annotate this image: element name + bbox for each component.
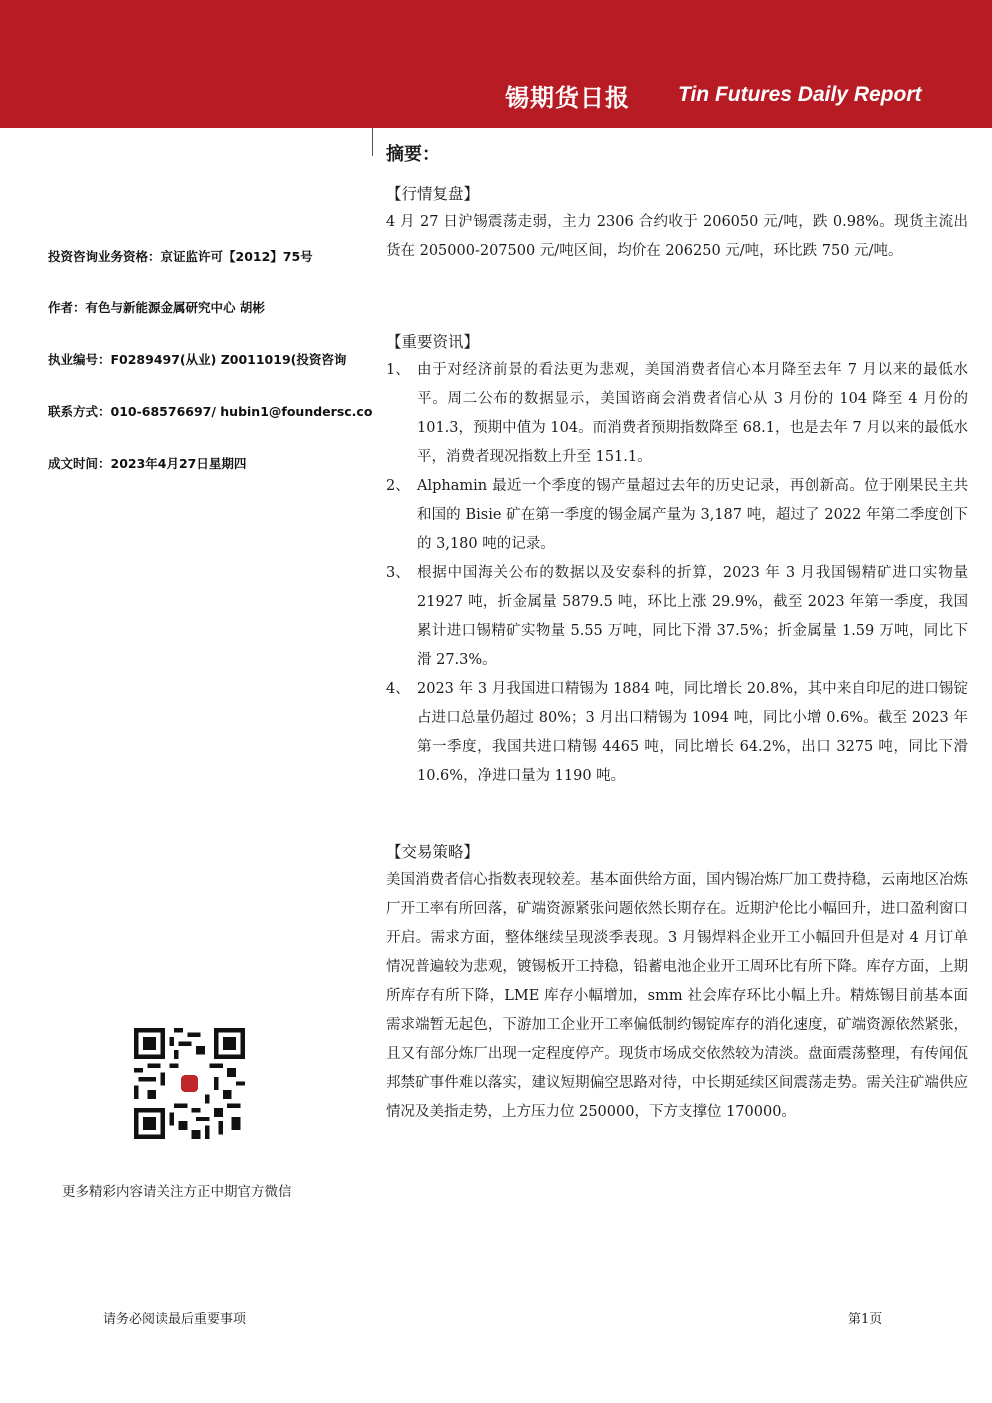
- contact-line: 联系方式：010-68576697/ hubin1@foundersc.co: [48, 404, 373, 419]
- list-item: [386, 356, 968, 472]
- list-item-number: 3、: [386, 565, 410, 581]
- list-item-number: 2、: [386, 478, 410, 494]
- qr-caption: 更多精彩内容请关注方正中期官方微信: [62, 1184, 292, 1200]
- footer-notice[interactable]: 请务必阅读最后重要事项: [103, 1312, 247, 1327]
- market-review-text: 4 月 27 日沪锡震荡走弱，主力 2306 合约收于 206050 元/吨，跌 0.98%。现货主流出货在 205000-207500 元/吨区间，均价在 206250 元/吨，环比跌 750 元/吨。: [386, 214, 968, 259]
- list-item: [386, 675, 968, 791]
- date-line: 成文时间：2023年4月27日星期四: [48, 456, 247, 471]
- qr-code-icon[interactable]: [134, 1028, 245, 1139]
- list-item-text: 根据中国海关公布的数据以及安泰科的折算，2023 年 3 月我国锡精矿进口实物量 21927 吨，折金属量 5879.5 吨，环比上涨 29.9%，截至 2023 年第一季度，我国累计进口锡精矿实物量 5.55 万吨，同比下滑 37.5%；折金属量 1.59 万吨，同比下滑 27.3%。: [417, 565, 968, 668]
- strategy-heading: 【交易策略】: [386, 843, 480, 861]
- list-item-text: 2023 年 3 月我国进口精锡为 1884 吨，同比增长 20.8%，其中来自印尼的进口锡锭占进口总量仍超过 80%；3 月出口精锡为 1094 吨，同比小增 0.6%。截至 2023 年第一季度，我国共进口精锡 4465 吨，同比增长 64.2%，出口 3275 吨，同比下滑 10.6%，净进口量为 1190 吨。: [417, 681, 968, 784]
- market-review-heading: 【行情复盘】: [386, 185, 480, 203]
- header-banner: [0, 0, 992, 128]
- author-line: 作者：有色与新能源金属研究中心 胡彬: [48, 300, 265, 315]
- news-heading: 【重要资讯】: [386, 333, 480, 351]
- strategy-text: 美国消费者信心指数表现较差。基本面供给方面，国内锡冶炼厂加工费持稳，云南地区冶炼厂开工率有所回落，矿端资源紧张问题依然长期存在。近期沪伦比小幅回升，进口盈利窗口开启。需求方面，整体继续呈现淡季表现。3 月锡焊料企业开工小幅回升但是对 4 月订单情况普遍较为悲观，镀锡板开工持稳，铅蓄电池企业开工周环比有所下降。库存方面，上期所库存有所下降，LME 库存小幅增加，smm 社会库存环比小幅上升。精炼锡目前基本面需求端暂无起色，下游加工企业开工率偏低制约锡锭库存的消化速度，矿端资源依然紧张，且又有部分炼厂出现一定程度停产。现货市场成交依然较为清淡。盘面震荡整理，有传闻佤邦禁矿事件难以落实，建议短期偏空思路对待，中长期延续区间震荡走势。需关注矿端供应情况及美指走势，上方压力位 250000，下方支撑位 170000。: [386, 872, 968, 1120]
- list-item: [386, 472, 968, 559]
- list-item-number: 1、: [386, 362, 410, 378]
- license-line: 执业编号：F0289497(从业) Z0011019(投资咨询: [48, 352, 347, 367]
- abstract-title: 摘要：: [386, 144, 440, 165]
- news-list: [386, 356, 968, 791]
- list-item-number: 4、: [386, 681, 410, 697]
- report-title-en: Tin Futures Daily Report: [678, 83, 922, 106]
- divider: [372, 128, 373, 156]
- page-number: 第1页: [848, 1312, 883, 1327]
- report-title-cn: 锡期货日报: [505, 84, 630, 112]
- list-item-text: 由于对经济前景的看法更为悲观，美国消费者信心本月降至去年 7 月以来的最低水平。周二公布的数据显示，美国谘商会消费者信心从 3 月份的 104 降至 4 月份的 101.3，预期中值为 104。而消费者预期指数降至 68.1，也是去年 7 月以来的最低水平，消费者现况指数上升至 151.1。: [417, 362, 968, 465]
- list-item-text: Alphamin 最近一个季度的锡产量超过去年的历史记录，再创新高。位于刚果民主共和国的 Bisie 矿在第一季度的锡金属产量为 3,187 吨，超过了 2022 年第二季度创下的 3,180 吨的记录。: [417, 478, 968, 552]
- list-item: [386, 559, 968, 675]
- qualification-line: 投资咨询业务资格：京证监许可【2012】75号: [48, 249, 313, 264]
